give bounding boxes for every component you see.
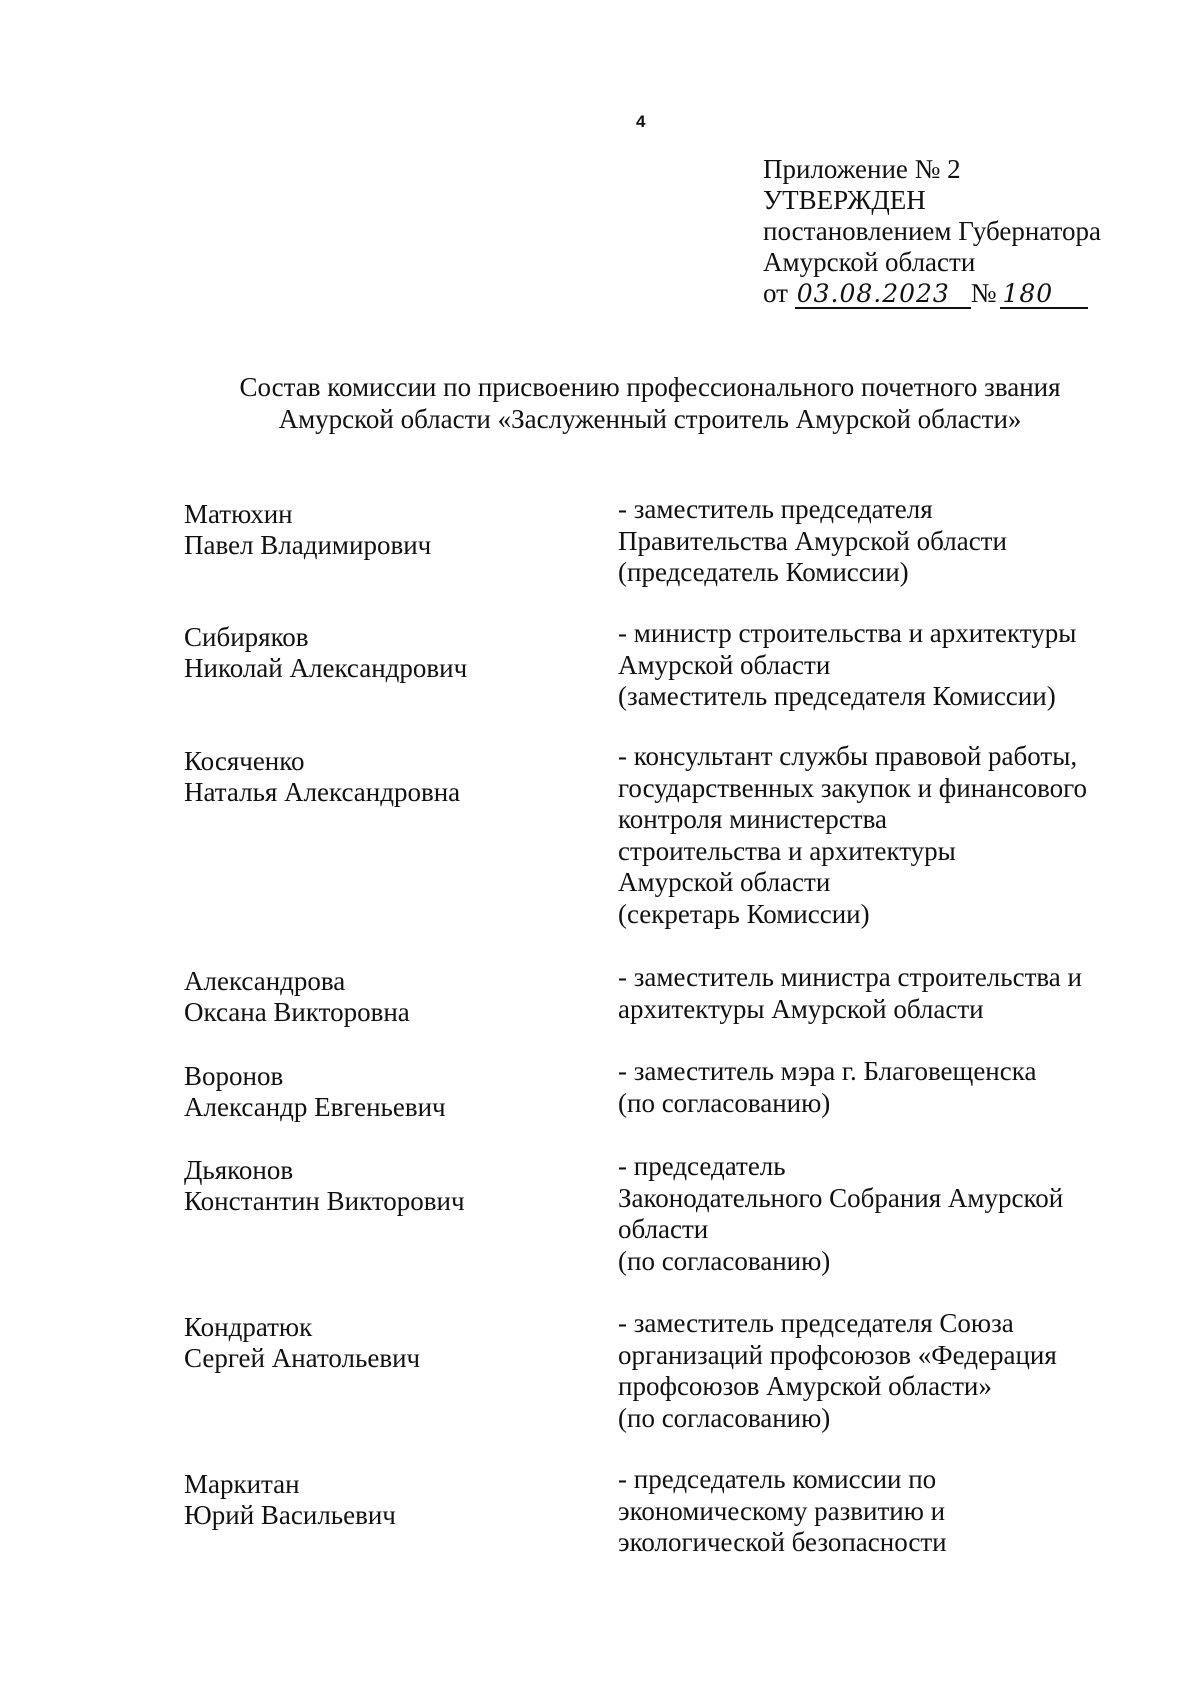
document-title <box>150 371 1150 435</box>
role-line: экологической безопасности <box>618 1527 947 1557</box>
member-role <box>618 1308 1057 1434</box>
member-given-names: Наталья Александровна <box>184 777 461 807</box>
member-surname: Сибиряков <box>184 622 309 652</box>
role-line: области <box>618 1214 709 1244</box>
role-line: Правительства Амурской области <box>618 525 1007 556</box>
handwritten-date: 03.08.2023 <box>795 281 971 309</box>
role-line: (секретарь Комиссии) <box>618 898 870 929</box>
member-given-names: Константин Викторович <box>184 1186 465 1216</box>
member-given-names: Юрий Васильевич <box>184 1500 396 1530</box>
handwritten-number: 180 <box>1000 281 1088 309</box>
role-line: контроля министерства <box>618 804 887 834</box>
title-line-2: Амурской области «Заслуженный строитель Амурской области» <box>278 404 1022 434</box>
member-role <box>618 741 1087 930</box>
member-surname: Косяченко <box>184 746 305 776</box>
role-line: - консультант службы правовой работы, <box>618 741 1078 771</box>
role-line: Амурской области <box>618 649 831 680</box>
appendix-label: Приложение № 2 <box>763 154 961 184</box>
member-role <box>618 1151 1063 1277</box>
member-given-names: Николай Александрович <box>184 653 468 683</box>
title-line-1: Состав комиссии по присвоению профессионального почетного звания <box>239 372 1061 402</box>
member-surname: Воронов <box>184 1061 284 1091</box>
member-name <box>184 1061 446 1123</box>
role-line: организаций профсоюзов «Федерация <box>618 1339 1057 1370</box>
approved-by-line: постановлением Губернатора <box>763 216 1101 246</box>
region-line: Амурской области <box>763 247 976 277</box>
member-surname: Маркитан <box>184 1469 300 1499</box>
role-line: - министр строительства и архитектуры <box>618 618 1077 648</box>
member-surname: Александрова <box>184 966 346 996</box>
role-line: - заместитель мэра г. Благовещенска <box>618 1056 1037 1086</box>
member-role <box>618 494 1007 589</box>
role-line: государственных закупок и финансового <box>618 772 1088 803</box>
date-number-line <box>763 278 1101 309</box>
member-name <box>184 1469 396 1531</box>
role-line: (по согласованию) <box>618 1087 831 1118</box>
member-given-names: Сергей Анатольевич <box>184 1343 421 1373</box>
role-line: строительства и архитектуры <box>618 835 956 866</box>
role-line: (заместитель председателя Комиссии) <box>618 681 1056 711</box>
date-prefix: от <box>763 278 788 308</box>
approved-label: УТВЕРЖДЕН <box>763 185 926 215</box>
member-name <box>184 746 460 808</box>
member-name <box>184 966 410 1028</box>
role-line: профсоюзов Амурской области» <box>618 1371 992 1401</box>
member-name <box>184 499 431 561</box>
member-role <box>618 1056 1036 1119</box>
role-line: архитектуры Амурской области <box>618 993 984 1024</box>
role-line: - заместитель председателя <box>618 494 933 524</box>
member-given-names: Павел Владимирович <box>184 530 432 560</box>
role-line: Законодательного Собрания Амурской <box>618 1182 1064 1213</box>
member-role <box>618 1464 947 1559</box>
member-role <box>618 618 1076 713</box>
member-given-names: Оксана Викторовна <box>184 997 410 1027</box>
member-name <box>184 1155 465 1217</box>
role-line: - заместитель председателя Союза <box>618 1308 1014 1338</box>
role-line: (по согласованию) <box>618 1245 831 1276</box>
role-line: Амурской области <box>618 867 831 897</box>
role-line: - председатель комиссии по <box>618 1464 937 1494</box>
member-role <box>618 962 1082 1025</box>
member-given-names: Александр Евгеньевич <box>184 1092 446 1122</box>
member-surname: Матюхин <box>184 499 293 529</box>
member-name <box>184 1312 420 1374</box>
number-prefix: № <box>970 278 997 308</box>
page-number: 4 <box>636 112 646 131</box>
member-surname: Кондратюк <box>184 1312 313 1342</box>
appendix-block <box>763 154 1101 309</box>
role-line: - заместитель министра строительства и <box>618 962 1082 992</box>
role-line: экономическому развитию и <box>618 1495 946 1526</box>
role-line: (по согласованию) <box>618 1402 831 1433</box>
member-name <box>184 622 467 684</box>
member-surname: Дьяконов <box>184 1155 294 1185</box>
role-line: (председатель Комиссии) <box>618 557 909 587</box>
role-line: - председатель <box>618 1151 786 1181</box>
